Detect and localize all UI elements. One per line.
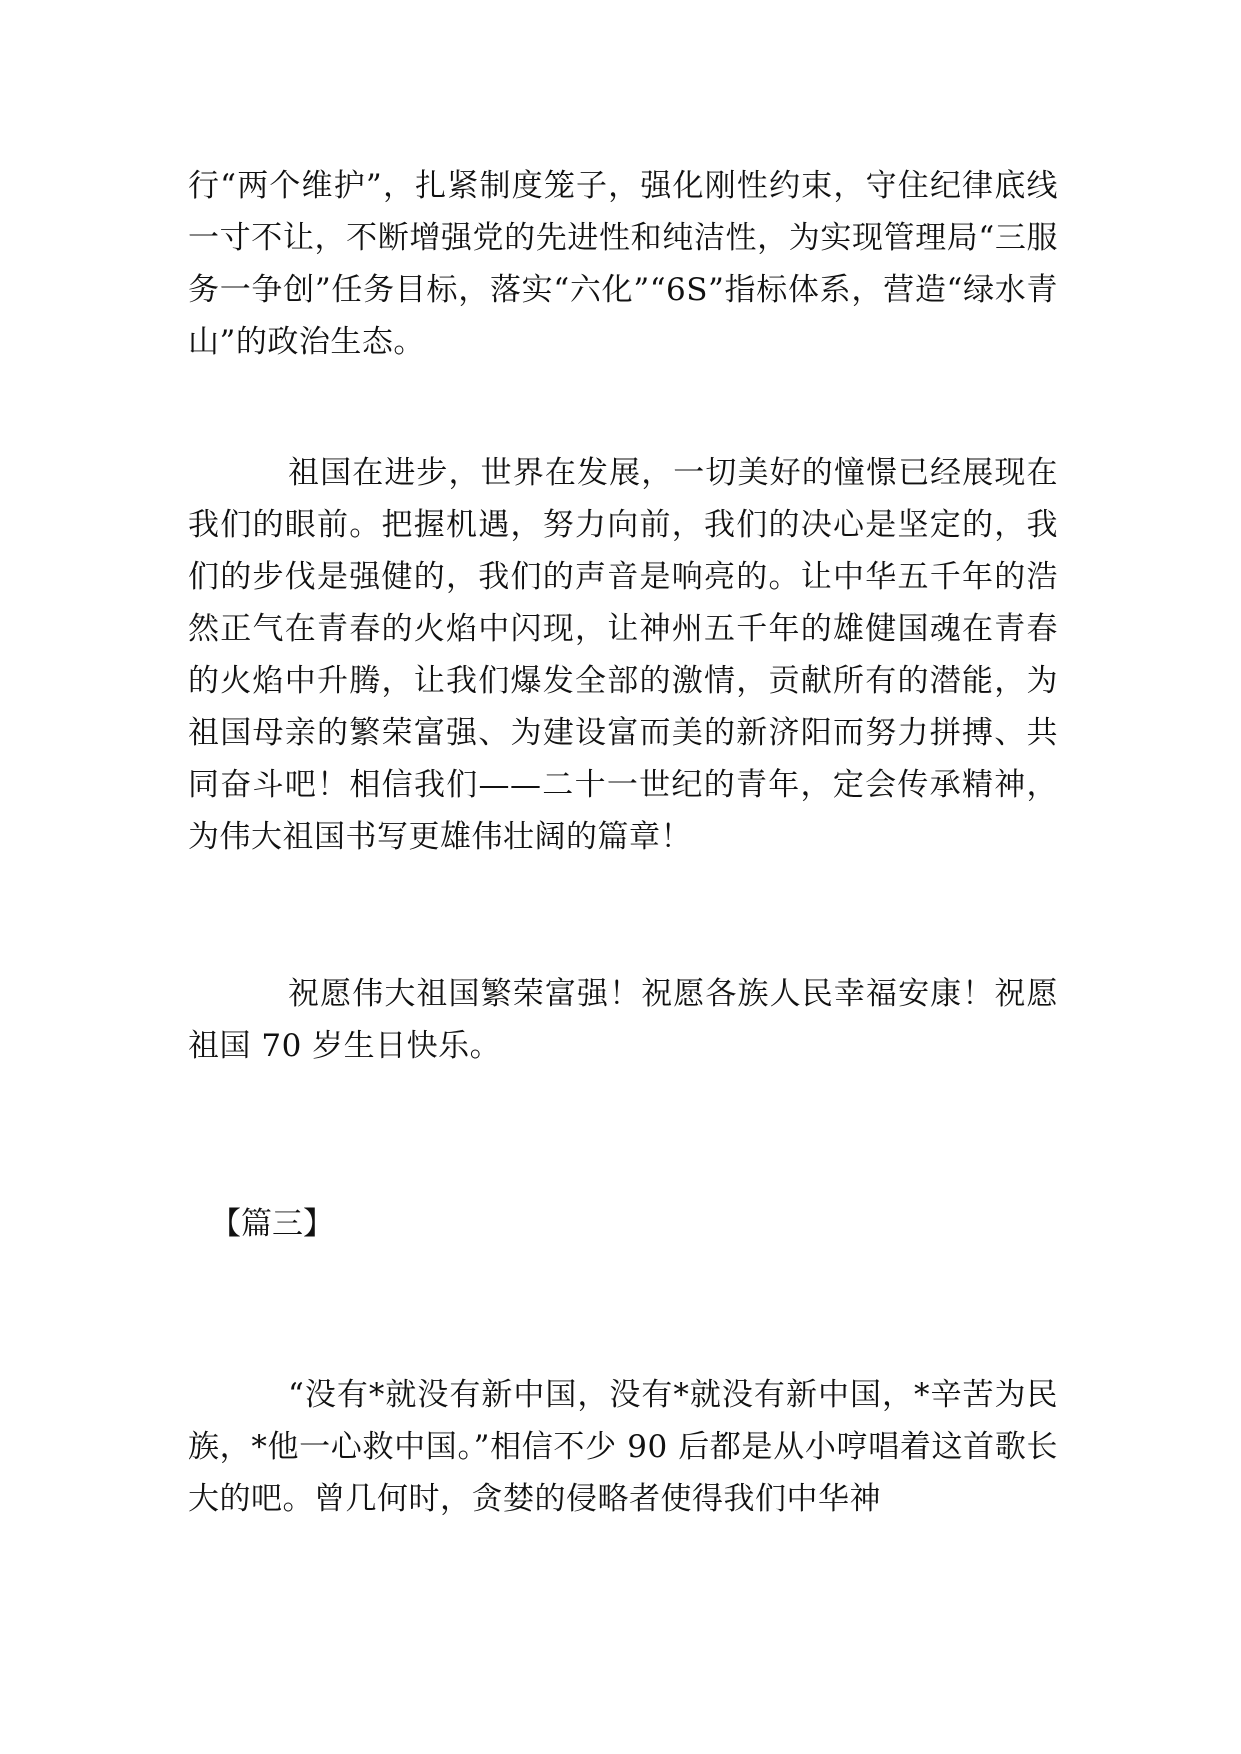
paragraph-motherland-progress: 祖国在进步，世界在发展，一切美好的憧憬已经展现在我们的眼前。把握机遇，努力向前，我们的决心是坚定的，我们的步伐是强健的，我们的声音是响亮的。让中华五千年的浩然正气在青春的火焰中闪现，让神州五千年的雄健国魂在青春的火焰中升腾，让我们爆发全部的激情，贡献所有的潜能，为祖国母亲的繁荣富强、为建设富而美的新济阳而努力拼搏、共同奋斗吧！相信我们——二十一世纪的青年，定会传承精神，为伟大祖国书写更雄伟壮阔的篇章！ bbox=[188, 455, 1058, 855]
section-heading: 【篇三】 bbox=[210, 1206, 334, 1242]
paragraph-birthday-wishes: 祝愿伟大祖国繁荣富强！祝愿各族人民幸福安康！祝愿祖国 70 岁生日快乐。 bbox=[188, 976, 1058, 1064]
paragraph-continuation: 行“两个维护”，扎紧制度笼子，强化刚性约束，守住纪律底线一寸不让，不断增强党的先进性和纯洁性，为实现管理局“三服务一争创”任务目标，落实“六化”“6S”指标体系，营造“绿水青山”的政治生态。 bbox=[188, 168, 1058, 360]
paragraph-song-quote: “没有*就没有新中国，没有*就没有新中国，*辛苦为民族，*他一心救中国。”相信不少 90 后都是从小哼唱着这首歌长大的吧。曾几何时，贪婪的侵略者使得我们中华神 bbox=[188, 1377, 1058, 1517]
